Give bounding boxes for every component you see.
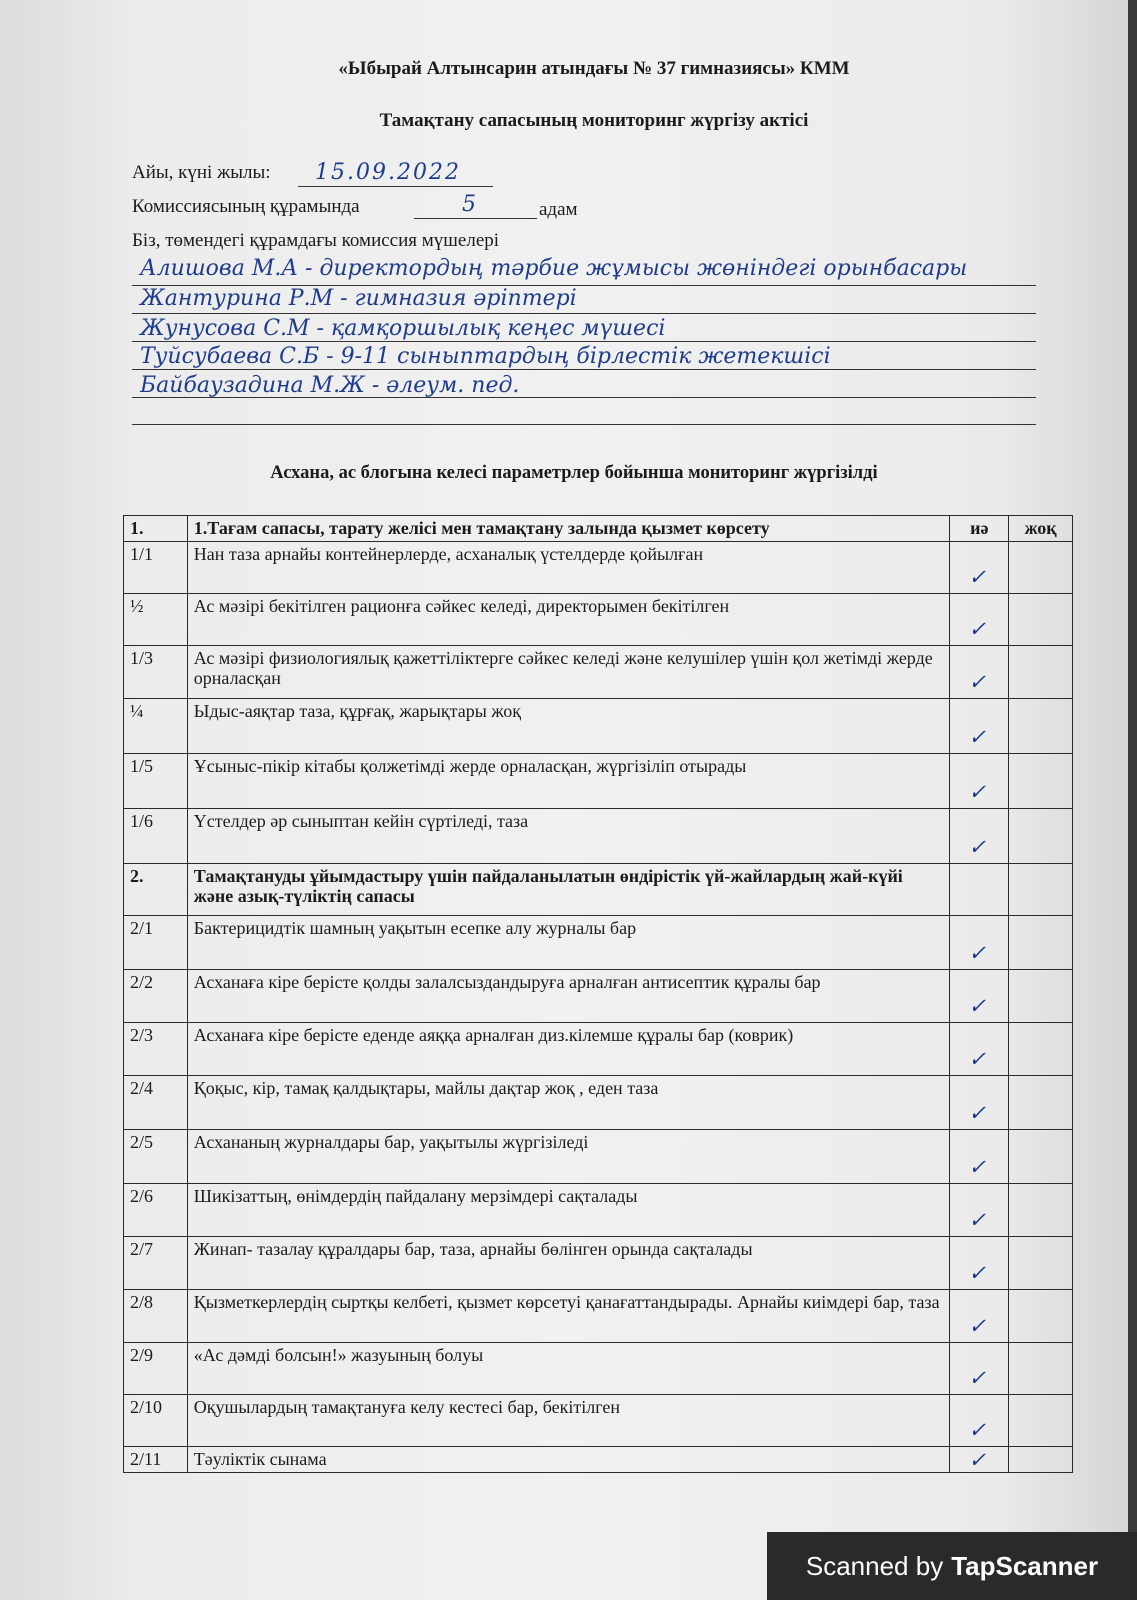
member-line-4: Туйсубаева С.Б - 9-11 сыныптардың бірлестік жетекшісі: [140, 344, 831, 369]
watermark-brand: TapScanner: [951, 1550, 1099, 1581]
yes-cell: [950, 542, 1009, 594]
table-row: [124, 1023, 1073, 1076]
table-row: [124, 646, 1073, 699]
table-row: [124, 542, 1073, 594]
row-text: Оқушылардың тамақтануға келу кестесі бар, бекітілген: [187, 1395, 950, 1447]
member-line-2: Жантурина Р.М - гимназия әріптері: [140, 286, 577, 311]
row-number: 2/3: [124, 1023, 188, 1076]
yes-cell: [950, 1130, 1009, 1184]
row-number: 2/2: [124, 970, 188, 1023]
row-number: 2/9: [124, 1343, 188, 1395]
row-text: Асхананың журналдары бар, уақытылы жүргізіледі: [187, 1130, 950, 1184]
group-number: 1.: [124, 516, 188, 542]
column-yes-header: иә: [950, 516, 1009, 542]
table-row: [124, 699, 1073, 754]
group-number: 2.: [124, 864, 188, 916]
table-row: [124, 1184, 1073, 1237]
check-mark-icon: ✓: [968, 780, 987, 804]
commission-underline: [414, 218, 537, 219]
member-rule-6: [132, 424, 1036, 425]
check-mark-icon: ✓: [968, 1155, 987, 1179]
monitoring-table: [123, 515, 1073, 1473]
member-rule-3: [132, 341, 1036, 342]
commission-count: 5: [462, 192, 476, 217]
no-cell: [1009, 1447, 1073, 1473]
no-cell: [1009, 699, 1073, 754]
no-cell: [1009, 864, 1073, 916]
table-group-header: [124, 516, 1073, 542]
column-no-header: жоқ: [1009, 516, 1073, 542]
table-row: [124, 1395, 1073, 1447]
no-cell: [1009, 809, 1073, 864]
no-cell: [1009, 1130, 1073, 1184]
row-text: Шикізаттың, өнімдердің пайдалану мерзімдері сақталады: [187, 1184, 950, 1237]
yes-cell: [950, 1076, 1009, 1130]
row-number: 1/3: [124, 646, 188, 699]
table-row: [124, 1130, 1073, 1184]
no-cell: [1009, 916, 1073, 970]
commission-unit: адам: [539, 199, 578, 220]
member-line-1: Алишова М.А - директордың тәрбие жұмысы жөніндегі орынбасары: [140, 256, 968, 281]
row-number: 2/5: [124, 1130, 188, 1184]
row-number: 2/8: [124, 1290, 188, 1343]
no-cell: [1009, 1237, 1073, 1290]
row-text: Жинап- тазалау құралдары бар, таза, арнайы бөлінген орында сақталады: [187, 1237, 950, 1290]
check-mark-icon: ✓: [968, 994, 987, 1018]
row-number: 2/6: [124, 1184, 188, 1237]
date-value: 15.09.2022: [315, 160, 461, 185]
yes-cell: [950, 1237, 1009, 1290]
row-text: Нан таза арнайы контейнерлерде, асханалық үстелдерде қойылған: [187, 542, 950, 594]
row-number: 2/7: [124, 1237, 188, 1290]
row-text: Ыдыс-аяқтар таза, құрғақ, жарықтары жоқ: [187, 699, 950, 754]
no-cell: [1009, 754, 1073, 809]
no-cell: [1009, 1290, 1073, 1343]
member-rule-2: [132, 313, 1036, 314]
check-mark-icon: ✓: [968, 1208, 987, 1232]
act-title: Тамақтану сапасының мониторинг жүргізу актісі: [379, 110, 809, 131]
row-number: 2/1: [124, 916, 188, 970]
member-rule-5: [132, 397, 1036, 398]
scanner-watermark: [767, 1532, 1137, 1600]
table-row: [124, 1237, 1073, 1290]
date-underline: [298, 186, 493, 187]
row-text: Тәуліктік сынама: [187, 1447, 950, 1473]
no-cell: [1009, 1395, 1073, 1447]
row-text: Бактерицидтік шамның уақытын есепке алу журналы бар: [187, 916, 950, 970]
yes-cell: [950, 1184, 1009, 1237]
row-text: Қоқыс, кір, тамақ қалдықтары, майлы дақтар жоқ , еден таза: [187, 1076, 950, 1130]
table-row: [124, 1343, 1073, 1395]
no-cell: [1009, 1076, 1073, 1130]
table-row: [124, 754, 1073, 809]
row-text: «Ас дәмді болсын!» жазуының болуы: [187, 1343, 950, 1395]
yes-cell: [950, 916, 1009, 970]
yes-cell: [950, 1447, 1009, 1473]
group-title: Тамақтануды ұйымдастыру үшін пайдаланылатын өндірістік үй-жайлардың жай-күйі және азық-түліктің сапасы: [187, 864, 950, 916]
row-number: 1/1: [124, 542, 188, 594]
row-number: 2/11: [124, 1447, 188, 1473]
row-text: Ұсыныс-пікір кітабы қолжетімді жерде орналасқан, жүргізіліп отырады: [187, 754, 950, 809]
section-title: Асхана, ас блогына келесі параметрлер бойынша мониторинг жүргізілді: [270, 463, 878, 483]
row-number: ¼: [124, 699, 188, 754]
yes-cell: [950, 809, 1009, 864]
check-mark-icon: ✓: [968, 1314, 987, 1338]
table-row: [124, 809, 1073, 864]
group-title: 1.Тағам сапасы, тарату желісі мен тамақтану залында қызмет көрсету: [187, 516, 950, 542]
member-rule-4: [132, 369, 1036, 370]
row-text: Ас мәзірі физиологиялық қажеттіліктерге сәйкес келеді және келушілер үшін қол жетімді жерде орналасқан: [187, 646, 950, 699]
yes-cell: [950, 754, 1009, 809]
yes-cell: [950, 864, 1009, 916]
check-mark-icon: ✓: [968, 725, 987, 749]
yes-cell: [950, 1290, 1009, 1343]
row-text: Асханаға кіре берісте қолды залалсыздандыруға арналған антисептик құралы бар: [187, 970, 950, 1023]
row-number: 2/4: [124, 1076, 188, 1130]
check-mark-icon: ✓: [968, 1101, 987, 1125]
check-mark-icon: ✓: [968, 835, 987, 859]
yes-cell: [950, 970, 1009, 1023]
table-row: [124, 970, 1073, 1023]
row-text: Ас мәзірі бекітілген рационға сәйкес келеді, директорымен бекітілген: [187, 594, 950, 646]
member-line-3: Жунусова С.М - қамқоршылық кеңес мүшесі: [140, 316, 666, 341]
row-text: Асханаға кіре берісте еденде аяққа арналған диз.кілемше құралы бар (коврик): [187, 1023, 950, 1076]
table-row: [124, 1290, 1073, 1343]
yes-cell: [950, 594, 1009, 646]
no-cell: [1009, 1184, 1073, 1237]
school-title: «Ыбырай Алтынсарин атындағы № 37 гимназиясы» КММ: [338, 58, 850, 79]
row-number: 1/5: [124, 754, 188, 809]
check-mark-icon: ✓: [968, 941, 987, 965]
row-number: 2/10: [124, 1395, 188, 1447]
yes-cell: [950, 699, 1009, 754]
no-cell: [1009, 970, 1073, 1023]
row-text: Үстелдер әр сыныптан кейін сүртіледі, таза: [187, 809, 950, 864]
commission-label: Комиссиясының құрамында: [132, 196, 360, 217]
members-label: Біз, төмендегі құрамдағы комиссия мүшелері: [132, 230, 500, 251]
table-row: [124, 1447, 1073, 1473]
check-mark-icon: ✓: [968, 565, 987, 589]
table-row: [124, 916, 1073, 970]
row-number: ½: [124, 594, 188, 646]
no-cell: [1009, 594, 1073, 646]
check-mark-icon: ✓: [968, 1418, 987, 1442]
watermark-prefix: Scanned by: [805, 1550, 944, 1581]
check-mark-icon: ✓: [968, 670, 987, 694]
check-mark-icon: ✓: [968, 1366, 987, 1390]
yes-cell: [950, 1395, 1009, 1447]
check-mark-icon: ✓: [968, 1047, 987, 1071]
yes-cell: [950, 1343, 1009, 1395]
no-cell: [1009, 1023, 1073, 1076]
table-group-header: [124, 864, 1073, 916]
date-label: Айы, күні жылы:: [132, 162, 271, 183]
check-mark-icon: ✓: [968, 617, 987, 641]
no-cell: [1009, 1343, 1073, 1395]
row-number: 1/6: [124, 809, 188, 864]
check-mark-icon: ✓: [968, 1261, 987, 1285]
no-cell: [1009, 646, 1073, 699]
row-text: Қызметкерлердің сыртқы келбеті, қызмет көрсетуі қанағаттандырады. Арнайы киімдері бар, таза: [187, 1290, 950, 1343]
no-cell: [1009, 542, 1073, 594]
member-line-5: Байбаузадина М.Ж - әлеум. пед.: [140, 373, 520, 398]
yes-cell: [950, 1023, 1009, 1076]
yes-cell: [950, 646, 1009, 699]
table-row: [124, 1076, 1073, 1130]
check-mark-icon: ✓: [968, 1448, 987, 1472]
table-row: [124, 594, 1073, 646]
